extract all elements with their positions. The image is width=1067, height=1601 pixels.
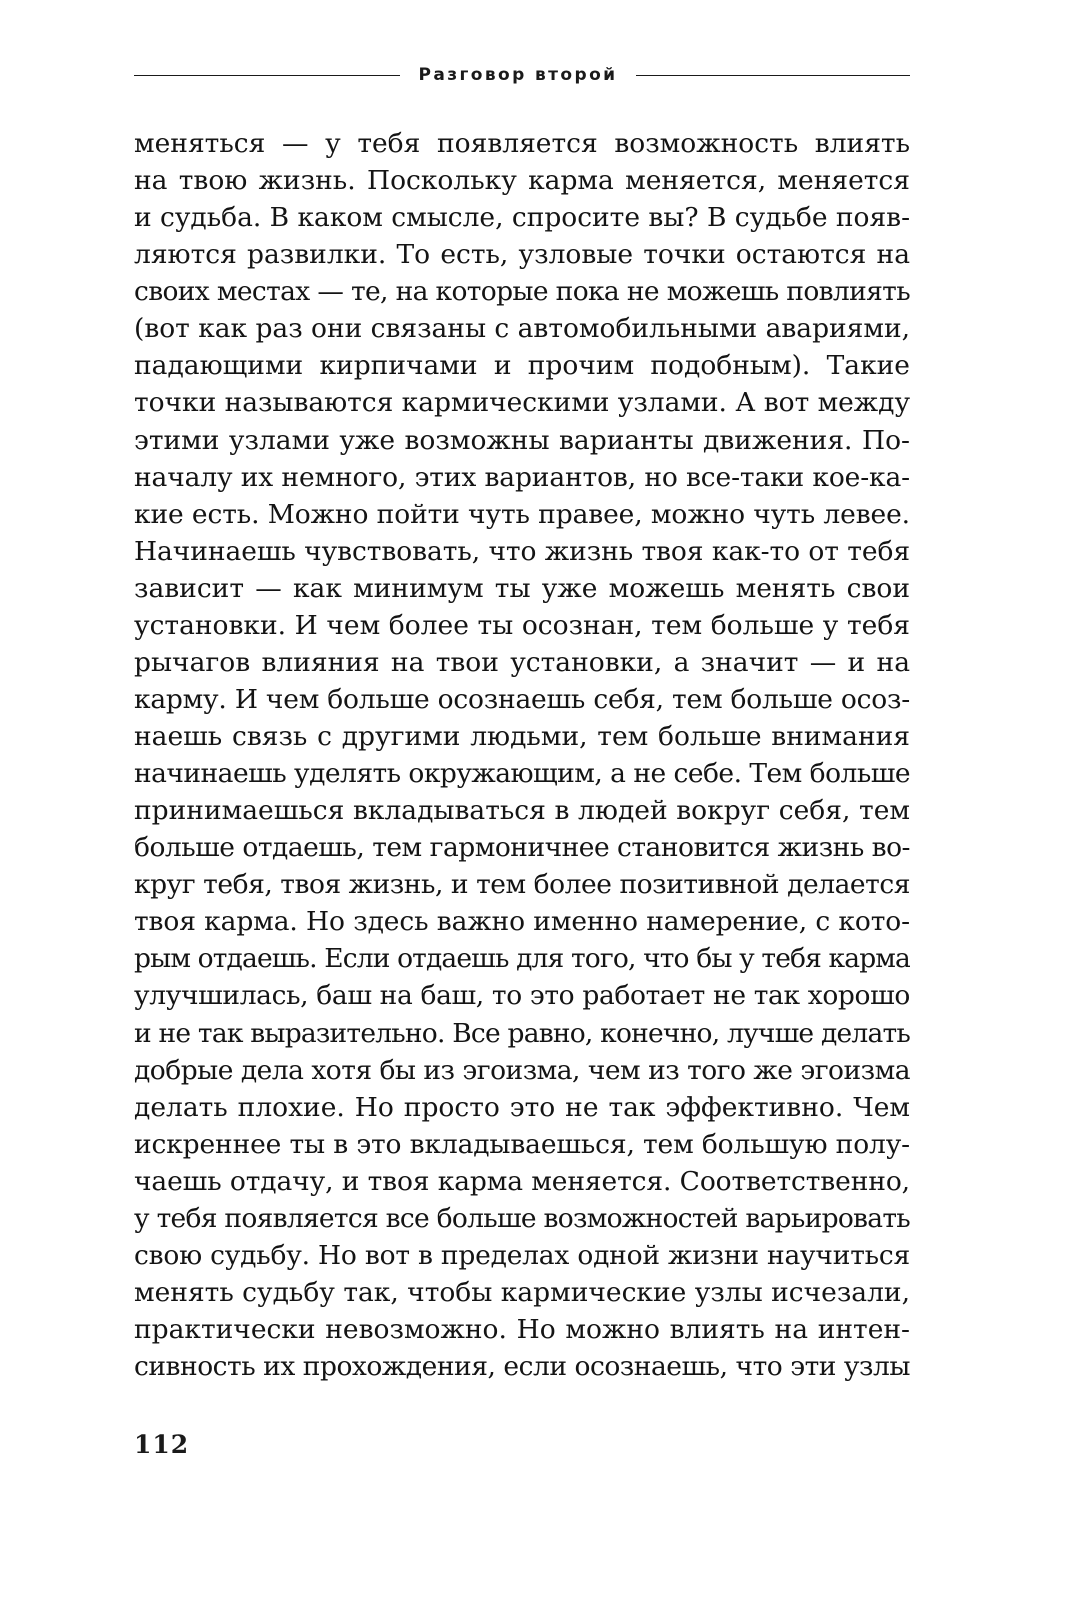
- text-line: рым отдаешь. Если отдаешь для того, что бы у тебя карма: [134, 943, 910, 975]
- text-line: ляются развилки. То есть, узловые точки остаются на: [134, 239, 910, 271]
- text-line: на твою жизнь. Поскольку карма меняется, меняется: [134, 165, 910, 197]
- text-line: наешь связь с другими людьми, тем больше внимания: [134, 721, 910, 752]
- text-line: делать плохие. Но просто это не так эффективно. Чем: [134, 1091, 910, 1123]
- text-line: падающими кирпичами и прочим подобным). Такие: [134, 350, 910, 382]
- text-line: (вот как раз они связаны с автомобильными авариями,: [134, 313, 910, 345]
- text-line: кие есть. Можно пойти чуть правее, можно чуть левее.: [134, 498, 910, 530]
- text-line: чаешь отдачу, и твоя карма меняется. Соответственно,: [134, 1165, 910, 1197]
- text-line: началу их немного, этих вариантов, но все-таки кое-ка-: [134, 461, 910, 493]
- text-line: улучшилась, баш на баш, то это работает не так хорошо: [134, 980, 910, 1012]
- running-head: [134, 60, 910, 90]
- text-line: Начинаешь чувствовать, что жизнь твоя как-то от тебя: [134, 535, 910, 567]
- text-line: практически невозможно. Но можно влиять на интен-: [134, 1314, 910, 1345]
- text-line: начинаешь уделять окружающим, а не себе. Тем больше: [134, 758, 910, 790]
- text-line: у тебя появляется все больше возможностей варьировать: [134, 1202, 910, 1234]
- text-line: принимаешься вкладываться в людей вокруг себя, тем: [134, 795, 910, 827]
- text-line: твоя карма. Но здесь важно именно намерение, с кото-: [134, 906, 910, 938]
- running-head-rule-right: [636, 75, 910, 76]
- text-line: менять судьбу так, чтобы кармические узлы исчезали,: [134, 1276, 910, 1308]
- text-line: больше отдаешь, тем гармоничнее становится жизнь во-: [134, 832, 910, 864]
- text-line: свою судьбу. Но вот в пределах одной жизни научиться: [134, 1239, 910, 1271]
- text-line: искреннее ты в это вкладываешься, тем большую полу-: [134, 1128, 910, 1160]
- page-number: 112: [134, 1430, 190, 1459]
- text-line: и судьба. В каком смысле, спросите вы? В судьбе появ-: [134, 202, 910, 234]
- text-line: рычагов влияния на твои установки, а значит — и на: [134, 646, 910, 678]
- text-line: установки. И чем более ты осознан, тем больше у тебя: [134, 609, 910, 641]
- body-text: [134, 125, 910, 1385]
- text-line: этими узлами уже возможны варианты движения. По-: [134, 424, 910, 456]
- text-line: и не так выразительно. Все равно, конечно, лучше делать: [134, 1017, 910, 1049]
- text-line: добрые дела хотя бы из эгоизма, чем из того же эгоизма: [134, 1054, 910, 1086]
- text-line: меняться — у тебя появляется возможность влиять: [134, 128, 910, 159]
- text-line: сивность их прохождения, если осознаешь, что эти узлы: [134, 1351, 910, 1383]
- running-head-rule-left: [134, 75, 400, 76]
- text-line: карму. И чем больше осознаешь себя, тем больше осоз-: [134, 683, 910, 715]
- text-line: точки называются кармическими узлами. А вот между: [134, 387, 910, 419]
- text-line: круг тебя, твоя жизнь, и тем более позитивной делается: [134, 869, 910, 901]
- text-line: зависит — как минимум ты уже можешь менять свои: [134, 572, 910, 604]
- text-line: своих местах — те, на которые пока не можешь повлиять: [134, 276, 910, 308]
- running-head-title: Разговор второй: [418, 65, 618, 85]
